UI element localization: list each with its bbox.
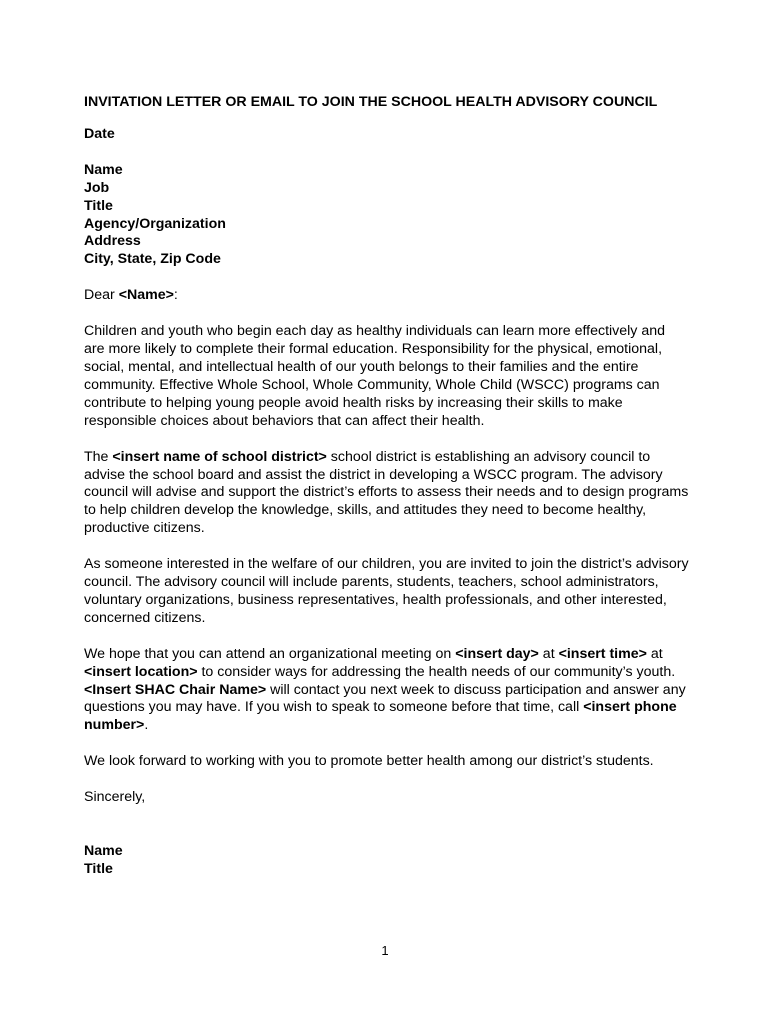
chair-name-placeholder: <Insert SHAC Chair Name> bbox=[84, 681, 267, 698]
closing: Sincerely, bbox=[84, 789, 146, 806]
para4-text-3: at bbox=[646, 645, 663, 662]
paragraph-invitation: As someone interested in the welfare of our children, you are invited to join the district’s advisory council. The advisory council will include parents, students, teachers, school administrators, voluntary organizations, business representatives, health professionals, and other interested, concerned citizens. bbox=[84, 556, 689, 626]
para4-text-1: We hope that you can attend an organizational meeting on bbox=[84, 645, 456, 662]
paragraph-closing-remark: We look forward to working with you to promote better health among our district’s students. bbox=[84, 753, 654, 770]
address-title: Title bbox=[84, 197, 113, 214]
school-district-placeholder: <insert name of school district> bbox=[112, 448, 327, 465]
letter-body bbox=[84, 94, 689, 879]
para4-text-2: at bbox=[538, 645, 559, 662]
location-placeholder: <insert location> bbox=[84, 663, 198, 680]
signature-block bbox=[84, 843, 689, 879]
paragraph-intro: Children and youth who begin each day as healthy individuals can learn more effectively and are more likely to complete their formal education. Responsibility for the physical, emotional, social, mental, and intellectual health of our youth belongs to their families and the entire community. Effective Whole School, Whole Community, Whole Child (WSCC) programs can contribute to helping young people avoid health risks by increasing their skills to make responsible choices about behaviors that can affect their health. bbox=[84, 323, 666, 429]
signature-name: Name bbox=[84, 843, 123, 860]
salutation-prefix: Dear bbox=[84, 287, 119, 304]
address-job: Job bbox=[84, 179, 110, 196]
salutation-name: <Name> bbox=[118, 287, 174, 304]
day-placeholder: <insert day> bbox=[455, 645, 539, 662]
para4-text-5: will contact you next week to discuss participation and answer any questions you may have. If you wish to speak to someone before that time, call bbox=[84, 681, 686, 716]
address-street: Address bbox=[84, 233, 141, 250]
paragraph-district bbox=[84, 449, 689, 539]
time-placeholder: <insert time> bbox=[558, 645, 647, 662]
address-city-state-zip: City, State, Zip Code bbox=[84, 251, 221, 268]
date-line: Date bbox=[84, 125, 115, 142]
signature-title: Title bbox=[84, 861, 113, 877]
page-number: 1 bbox=[381, 943, 389, 958]
address-agency: Agency/Organization bbox=[84, 215, 226, 232]
para2-text-1: The bbox=[84, 448, 113, 465]
para4-text-4: to consider ways for addressing the health needs of our community’s youth. bbox=[197, 663, 676, 680]
address-name: Name bbox=[84, 161, 123, 178]
para4-text-6: . bbox=[144, 717, 149, 734]
letter-title: INVITATION LETTER OR EMAIL TO JOIN THE SCHOOL HEALTH ADVISORY COUNCIL bbox=[84, 94, 658, 110]
salutation bbox=[84, 287, 689, 305]
phone-placeholder: <insert phone number> bbox=[84, 699, 677, 734]
para2-text-2: school district is establishing an advisory council to advise the school board and assist the district in developing a WSCC program. The advisory council will advise and support the district’s efforts to assess their needs and to design programs to help children develop the knowledge, skills, and attitudes they need to become healthy, productive citizens. bbox=[84, 448, 689, 537]
address-block bbox=[84, 162, 689, 269]
salutation-suffix: : bbox=[173, 287, 178, 304]
paragraph-meeting bbox=[84, 646, 689, 736]
